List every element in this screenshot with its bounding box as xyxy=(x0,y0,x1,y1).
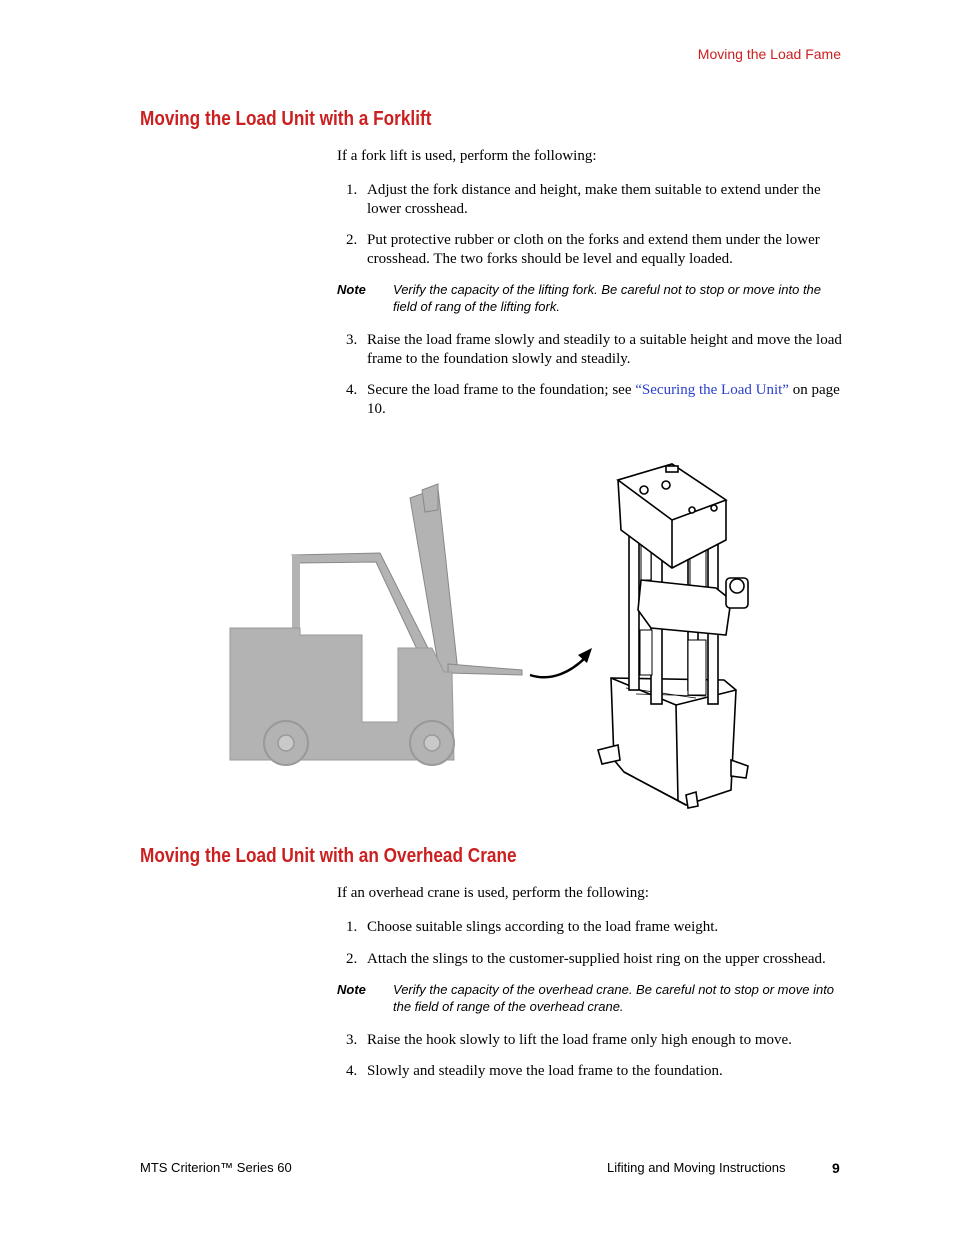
note-text: Verify the capacity of the overhead crane. Be careful not to stop or move into the field of range of the overhead crane. xyxy=(393,982,835,1014)
step-text-before: Secure the load frame to the foundation; see xyxy=(367,382,636,398)
list-item xyxy=(337,331,847,369)
forklift-figure xyxy=(226,460,766,820)
step-text: Adjust the fork distance and height, make them suitable to extend under the lower crosshead. xyxy=(367,182,821,217)
footer-product: MTS Criterion™ Series 60 xyxy=(140,1160,292,1175)
footer-chapter: Lifiting and Moving Instructions xyxy=(607,1160,786,1175)
section-title-forklift: Moving the Load Unit with a Forklift xyxy=(140,108,432,130)
list-item xyxy=(337,231,847,269)
running-head: Moving the Load Fame xyxy=(697,46,841,62)
list-item xyxy=(337,1062,847,1081)
note-text: Verify the capacity of the lifting fork. Be careful not to stop or move into the field of rang of the lifting fork. xyxy=(393,282,822,314)
list-item xyxy=(337,950,847,969)
load-frame-icon xyxy=(598,464,748,808)
step-number: 3. xyxy=(346,332,358,348)
step-text: Slowly and steadily move the load frame to the foundation. xyxy=(367,1063,723,1079)
step-number: 2. xyxy=(346,232,358,248)
section-title-crane: Moving the Load Unit with an Overhead Crane xyxy=(140,845,517,867)
step-number: 3. xyxy=(346,1032,358,1048)
note-label: Note xyxy=(337,282,366,297)
securing-load-unit-link[interactable]: “Securing the Load Unit” xyxy=(635,382,789,398)
list-item xyxy=(337,181,847,219)
list-item xyxy=(337,1031,847,1050)
step-number: 4. xyxy=(346,1063,358,1079)
step-number: 1. xyxy=(346,182,358,198)
step-text: Raise the hook slowly to lift the load frame only high enough to move. xyxy=(367,1032,792,1048)
list-item xyxy=(337,381,847,419)
step-text: Attach the slings to the customer-supplied hoist ring on the upper crosshead. xyxy=(367,951,826,967)
step-text: Choose suitable slings according to the load frame weight. xyxy=(367,919,719,935)
step-text xyxy=(367,381,847,419)
step-text-after: on page 10. xyxy=(367,382,840,417)
note-forklift xyxy=(337,281,847,315)
step-text: Raise the load frame slowly and steadily to a suitable height and move the load frame to the foundation slowly and steadily. xyxy=(367,332,842,367)
step-number: 1. xyxy=(346,919,358,935)
step-text: Put protective rubber or cloth on the forks and extend them under the lower crosshead. The two forks should be level and equally loaded. xyxy=(367,232,820,267)
step-number: 4. xyxy=(346,382,358,398)
page-number: 9 xyxy=(832,1160,840,1176)
intro-forklift: If a fork lift is used, perform the following: xyxy=(337,148,597,164)
intro-crane: If an overhead crane is used, perform the following: xyxy=(337,885,649,901)
list-item xyxy=(337,918,847,937)
step-number: 2. xyxy=(346,951,358,967)
arrow-icon xyxy=(530,648,592,677)
forklift-icon xyxy=(230,484,522,765)
note-label: Note xyxy=(337,982,366,997)
note-crane xyxy=(337,981,847,1015)
